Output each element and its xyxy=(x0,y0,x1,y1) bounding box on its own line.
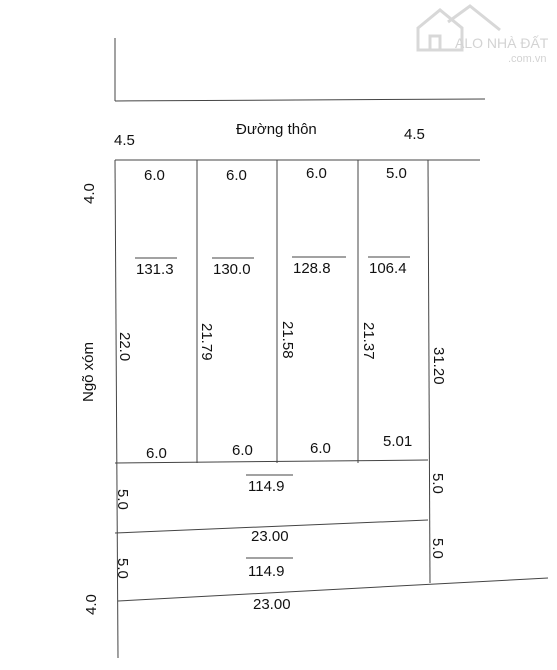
lot-4-back: 5.01 xyxy=(383,433,413,450)
top-right-width: 4.5 xyxy=(404,126,425,143)
lot-2-area: 130.0 xyxy=(213,261,251,278)
strip-2-length: 23.00 xyxy=(253,596,291,613)
strip-1-area: 114.9 xyxy=(248,478,285,495)
strip-1-right-width: 5.0 xyxy=(429,473,446,494)
lot-4-front: 5.0 xyxy=(386,165,407,182)
lot-1-back: 6.0 xyxy=(146,445,167,462)
strip-bottom-line xyxy=(118,578,548,601)
lot-3-depth: 21.58 xyxy=(279,321,296,359)
lot-1-area: 131.3 xyxy=(136,261,174,278)
lot-2-back: 6.0 xyxy=(232,442,253,459)
lot-3-back: 6.0 xyxy=(310,440,331,457)
lot-1-front: 6.0 xyxy=(144,167,165,184)
top-road-edge xyxy=(115,99,485,101)
lot-3-area: 128.8 xyxy=(293,260,331,277)
watermark-domain: .com.vn xyxy=(508,53,547,65)
strip-2-left-width: 5.0 xyxy=(114,558,131,579)
lot-2-front: 6.0 xyxy=(226,167,247,184)
watermark-brand: ALO NHÀ ĐẤT xyxy=(455,35,549,51)
strip-1-length: 23.00 xyxy=(251,528,289,545)
lot-4-depth: 21.37 xyxy=(360,322,377,360)
strip-2-area: 114.9 xyxy=(248,563,285,580)
lot-2-depth: 21.79 xyxy=(198,323,215,361)
top-left-width: 4.5 xyxy=(114,132,135,149)
lot-4-area: 106.4 xyxy=(369,260,407,277)
lot-1-depth: 22.0 xyxy=(116,332,133,362)
left-road-width-bottom: 4.0 xyxy=(83,594,100,615)
right-boundary xyxy=(428,160,430,583)
left-boundary xyxy=(115,160,118,658)
lot-3-front: 6.0 xyxy=(306,165,327,182)
plot-lines xyxy=(115,38,548,658)
roof-icon xyxy=(448,6,500,30)
right-total-depth: 31.20 xyxy=(430,347,447,385)
strip-1-left-width: 5.0 xyxy=(114,489,131,510)
strip-2-right-width: 5.0 xyxy=(429,538,446,559)
left-road-label: Ngõ xóm xyxy=(80,341,97,402)
watermark-logo xyxy=(418,6,549,65)
left-road-width-top: 4.0 xyxy=(81,183,98,204)
top-road-label: Đường thôn xyxy=(236,121,317,138)
